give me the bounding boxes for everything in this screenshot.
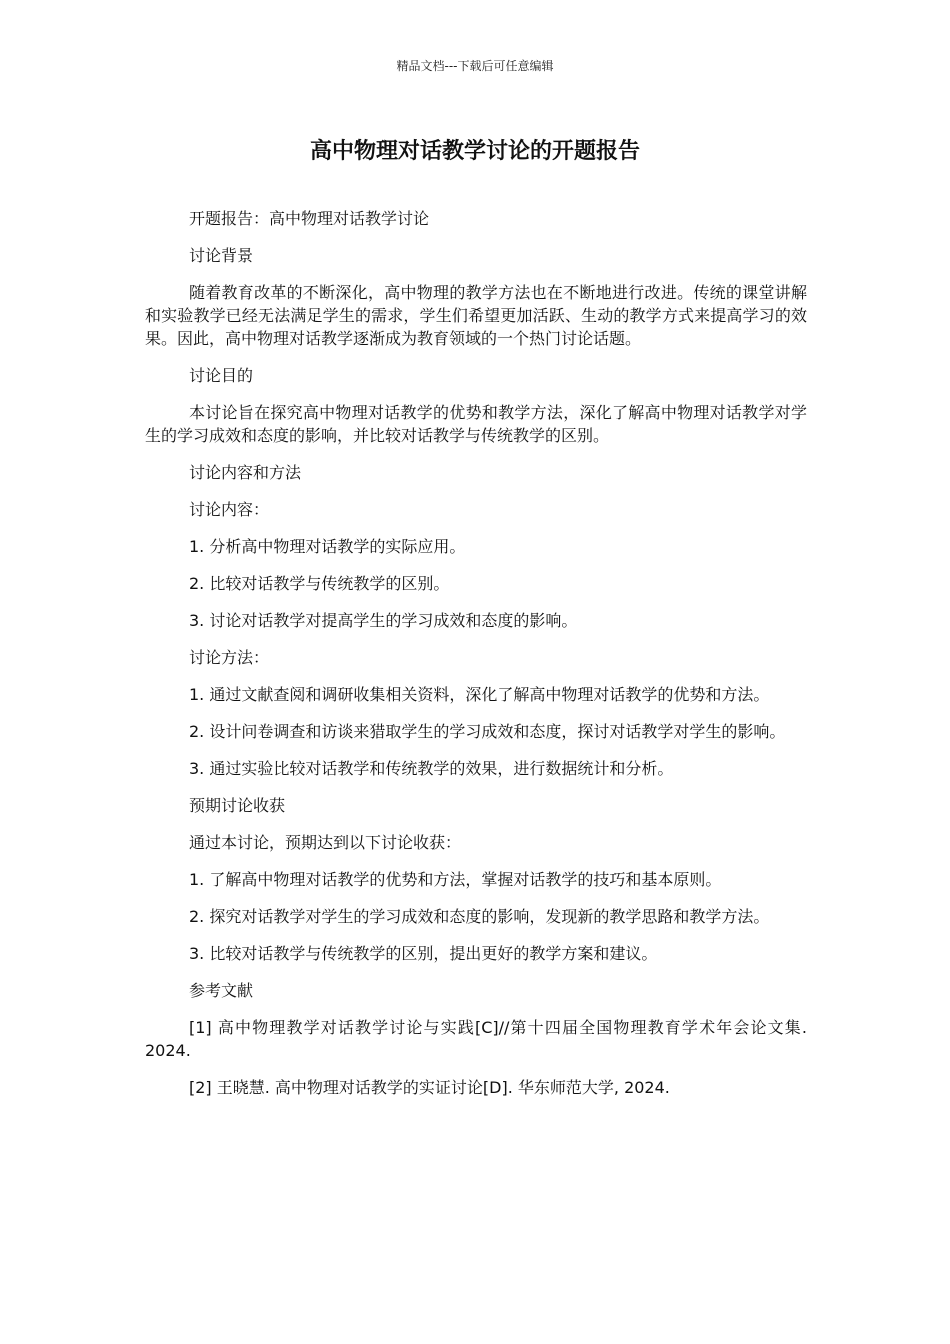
background-paragraph: 随着教育改革的不断深化，高中物理的教学方法也在不断地进行改进。传统的课堂讲解和实验教学已经无法满足学生的需求，学生们希望更加活跃、生动的教学方式来提高学习的效果。因此，高中物理对话教学逐渐成为教育领域的一个热门讨论话题。: [145, 283, 807, 348]
content-item-2: 2. 比较对话教学与传统教学的区别。: [189, 574, 450, 593]
document-title: 高中物理对话教学讨论的开题报告: [309, 139, 640, 164]
section-heading-purpose: 讨论目的: [189, 366, 254, 385]
page-header: 精品文档---下载后可任意编辑: [396, 59, 554, 73]
expected-item-2: 2. 探究对话教学对学生的学习成效和态度的影响，发现新的教学思路和教学方法。: [189, 907, 770, 926]
content-label: 讨论内容：: [189, 500, 270, 519]
section-heading-expected: 预期讨论收获: [189, 796, 286, 815]
method-label: 讨论方法：: [189, 648, 270, 667]
document-body: [145, 207, 807, 1113]
section-heading-content-method: 讨论内容和方法: [189, 463, 302, 482]
intro-line: 开题报告：高中物理对话教学讨论: [189, 209, 430, 228]
method-item-3: 3. 通过实验比较对话教学和传统教学的效果，进行数据统计和分析。: [189, 759, 674, 778]
expected-item-1: 1. 了解高中物理对话教学的优势和方法，掌握对话教学的技巧和基本原则。: [189, 870, 722, 889]
reference-item-2: [2] 王晓慧. 高中物理对话教学的实证讨论[D]. 华东师范大学, 2024.: [189, 1078, 670, 1097]
purpose-paragraph: 本讨论旨在探究高中物理对话教学的优势和教学方法，深化了解高中物理对话教学对学生的学习成效和态度的影响，并比较对话教学与传统教学的区别。: [145, 403, 807, 445]
method-item-1: 1. 通过文献查阅和调研收集相关资料，深化了解高中物理对话教学的优势和方法。: [189, 685, 770, 704]
method-item-2: 2. 设计问卷调查和访谈来猎取学生的学习成效和态度，探讨对话教学对学生的影响。: [189, 722, 786, 741]
section-heading-references: 参考文献: [189, 981, 254, 1000]
content-item-1: 1. 分析高中物理对话教学的实际应用。: [189, 537, 466, 556]
expected-item-3: 3. 比较对话教学与传统教学的区别，提出更好的教学方案和建议。: [189, 944, 658, 963]
section-heading-background: 讨论背景: [189, 246, 254, 265]
expected-intro: 通过本讨论，预期达到以下讨论收获：: [189, 833, 462, 852]
content-item-3: 3. 讨论对话教学对提高学生的学习成效和态度的影响。: [189, 611, 578, 630]
reference-item-1: [1] 高中物理教学对话教学讨论与实践[C]//第十四届全国物理教育学术年会论文集. 2024.: [145, 1018, 807, 1060]
